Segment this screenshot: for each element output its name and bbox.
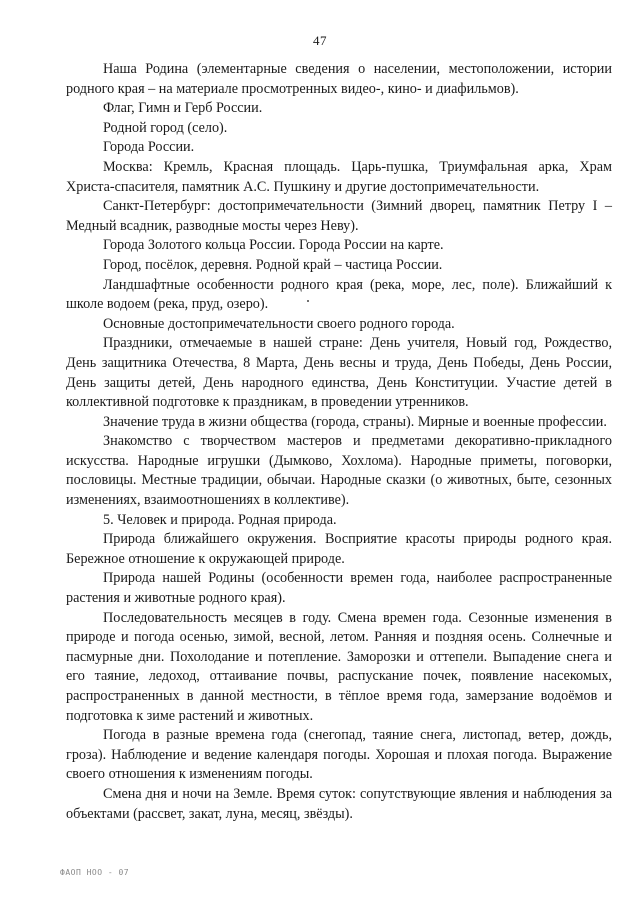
paragraph-russian-cities: Города России. <box>103 139 195 156</box>
document-body <box>66 60 612 824</box>
paragraph-labor: Значение труда в жизни общества (города, страны). Мирные и военные профессии. <box>103 413 607 430</box>
section-heading-man-and-nature: 5. Человек и природа. Родная природа. <box>103 511 337 528</box>
paragraph-folk-crafts: Знакомство с творчеством мастеров и предметами декоративно-прикладного искусства. Народные игрушки (Дымково, Хохлома). Народные приметы, поговорки, пословицы. Местные традиции, обычаи. Народные сказки (о животных, быте, сезонных изменениях, взаимоотношениях в коллективе). <box>66 433 612 509</box>
paragraph-nearby-nature: Природа ближайшего окружения. Восприятие красоты природы родного края. Бережное отношение к окружающей природе. <box>66 531 612 567</box>
paragraph-day-night: Смена дня и ночи на Земле. Время суток: сопутствующие явления и наблюдения за объектами (рассвет, закат, луна, месяц, звёзды). <box>66 785 612 822</box>
paragraph-saint-petersburg: Санкт-Петербург: достопримечательности (Зимний дворец, памятник Петру I – Медный всадник, разводные мосты через Неву). <box>66 198 612 234</box>
scan-speck <box>307 300 309 302</box>
paragraph-landmarks: Основные достопримечательности своего родного города. <box>103 315 455 332</box>
paragraph-weather: Погода в разные времена года (снегопад, таяние снега, листопад, ветер, дождь, гроза). Наблюдение и ведение календаря погоды. Хорошая и плохая погода. Выражение своего отношения к изменениям погоды. <box>66 727 612 783</box>
page-number: 47 <box>313 33 327 48</box>
paragraph-landscape: Ландшафтные особенности родного края (река, море, лес, поле). Ближайший к школе водоем (река, пруд, озеро). <box>66 276 612 313</box>
paragraph-nature-of-homeland: Природа нашей Родины (особенности времен года, наиболее распространенные растения и животные родного края). <box>66 570 612 607</box>
paragraph-town-village: Город, посёлок, деревня. Родной край – частица России. <box>103 256 443 273</box>
paragraph-home-town: Родной город (село). <box>103 119 228 136</box>
paragraph-moscow: Москва: Кремль, Красная площадь. Царь-пушка, Триумфальная арка, Храм Христа-спасителя, памятник А.С. Пушкину и другие достопримечательности. <box>66 158 612 195</box>
paragraph-state-symbols: Флаг, Гимн и Герб России. <box>103 100 263 117</box>
paragraph-holidays: Праздники, отмечаемые в нашей стране: День учителя, Новый год, Рождество, День защитника Отечества, 8 Марта, День весны и труда, День Победы, День России, День защиты детей, День народного единства, День Конституции. Участие детей в коллективной подготовке к праздникам, в проведении утренников. <box>66 335 612 411</box>
paragraph-months-seasons: Последовательность месяцев в году. Смена времен года. Сезонные изменения в природе и погода осенью, зимой, весной, летом. Ранняя и поздняя осень. Солнечные и пасмурные дни. Похолодание и потепление. Заморозки и оттепели. Выпадение снега и его таяние, ледоход, оттаивание почвы, распускание почек, появление насекомых, распространенных в данной местности, в тёплое время года, замерзание водоёмов и подготовка к зиме растений и животных. <box>66 609 612 724</box>
paragraph-native-land: Наша Родина (элементарные сведения о населении, местоположении, истории родного края – на материале просмотренных видео-, кино- и диафильмов). <box>66 61 612 97</box>
paragraph-golden-ring: Города Золотого кольца России. Города России на карте. <box>103 237 444 254</box>
footer-document-code: ФАОП НОО - 07 <box>60 868 130 877</box>
